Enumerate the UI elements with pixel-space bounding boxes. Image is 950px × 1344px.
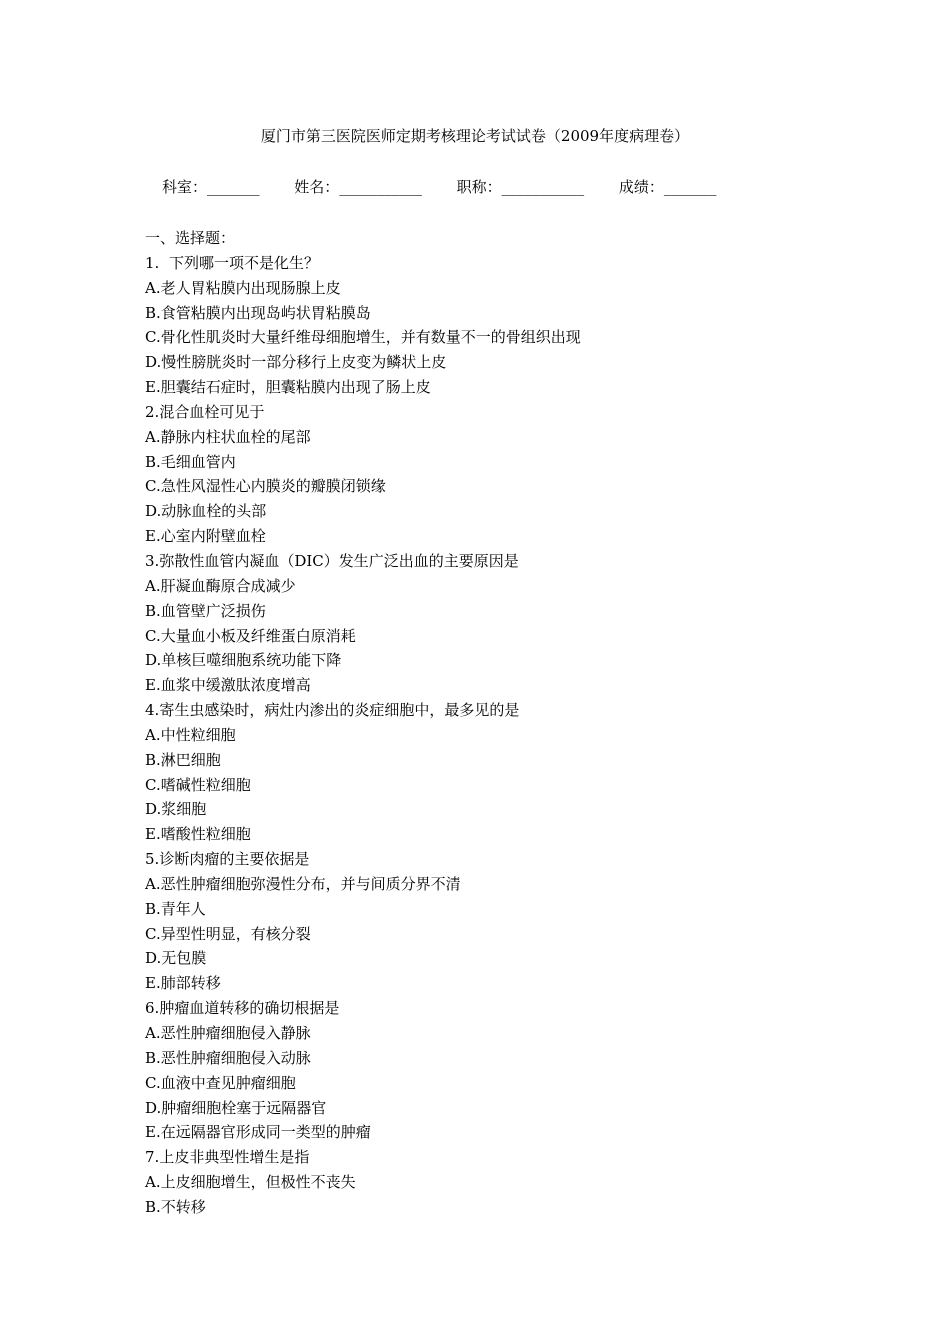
option: C.急性风湿性心内膜炎的瓣膜闭锁缘 — [145, 477, 386, 496]
option: B.淋巴细胞 — [145, 750, 221, 769]
option: A.上皮细胞增生，但极性不丧失 — [145, 1173, 356, 1192]
question-stem — [145, 847, 825, 872]
question-number: 5. — [145, 850, 160, 869]
question-stem — [145, 698, 825, 723]
option: B.血管壁广泛损伤 — [145, 601, 266, 620]
option: E.胆囊结石症时，胆囊粘膜内出现了肠上皮 — [145, 378, 431, 397]
option: A.恶性肿瘤细胞侵入静脉 — [145, 1024, 311, 1042]
option: E.在远隔器官形成同一类型的肿瘤 — [145, 1123, 371, 1142]
question-stem — [145, 400, 825, 425]
option: B.不转移 — [145, 1197, 206, 1216]
question-stem — [145, 1145, 825, 1170]
option: E.肺部转移 — [145, 974, 221, 993]
option: D.慢性膀胱炎时一部分移行上皮变为鳞状上皮 — [145, 353, 447, 372]
option: E.心室内附壁血栓 — [145, 527, 266, 546]
field-title — [457, 177, 585, 197]
option: A.老人胃粘膜内出现肠腺上皮 — [145, 278, 341, 297]
option: D.动脉血栓的头部 — [145, 502, 267, 521]
question-text: 混合血栓可见于 — [159, 402, 265, 421]
option: C.嗜碱性粒细胞 — [145, 775, 251, 794]
field-blank: _______ — [207, 178, 260, 196]
field-blank: _______ — [663, 178, 717, 196]
question-stem — [145, 549, 825, 574]
option: C.骨化性肌炎时大量纤维母细胞增生，并有数量不一的骨组织出现 — [145, 328, 581, 347]
option: C.血液中查见肿瘤细胞 — [145, 1073, 296, 1092]
section-heading: 一、选择题： — [145, 229, 236, 247]
question-text: 下列哪一项不是化生？ — [169, 253, 320, 272]
question-stem — [145, 996, 825, 1021]
option: E.嗜酸性粒细胞 — [145, 825, 251, 844]
field-label: 成绩： — [618, 178, 664, 196]
field-label: 姓名： — [294, 178, 340, 196]
option: D.单核巨噬细胞系统功能下降 — [145, 651, 342, 670]
option: D.肿瘤细胞栓塞于远隔器官 — [145, 1098, 327, 1117]
option: B.毛细血管内 — [145, 452, 236, 471]
option: A.恶性肿瘤细胞弥漫性分布，并与间质分界不清 — [145, 874, 461, 893]
option: B.食管粘膜内出现岛屿状胃粘膜岛 — [145, 303, 371, 322]
header-fields — [162, 177, 782, 197]
field-name — [294, 177, 422, 197]
field-label: 职称： — [456, 178, 502, 196]
question-stem — [145, 251, 825, 276]
question-number: 2. — [145, 402, 160, 421]
option: A.中性粒细胞 — [145, 725, 236, 744]
question-number: 4. — [145, 701, 160, 720]
question-text: 寄生虫感染时，病灶内渗出的炎症细胞中，最多见的是 — [159, 701, 520, 720]
option: C.大量血小板及纤维蛋白原消耗 — [145, 626, 356, 645]
option: D.无包膜 — [145, 949, 207, 968]
option: A.肝凝血酶原合成减少 — [145, 576, 296, 595]
question-text: 弥散性血管内凝血（DIC）发生广泛出血的主要原因是 — [159, 551, 519, 570]
page-title: 厦门市第三医院医师定期考核理论考试试卷（2009年度病理卷） — [260, 127, 690, 145]
field-department — [162, 177, 260, 197]
field-blank: ___________ — [339, 178, 422, 196]
question-text: 上皮非典型性增生是指 — [159, 1148, 310, 1167]
field-label: 科室： — [162, 178, 208, 196]
question-number: 6. — [145, 999, 160, 1018]
field-blank: ___________ — [501, 178, 585, 196]
question-number: 1. — [145, 253, 160, 272]
field-score — [619, 177, 717, 197]
question-number: 3. — [145, 551, 160, 570]
question-text: 诊断肉瘤的主要依据是 — [159, 850, 310, 869]
option: A.静脉内柱状血栓的尾部 — [145, 427, 311, 446]
option: B.青年人 — [145, 899, 206, 918]
question-number: 7. — [145, 1148, 160, 1167]
question-section — [145, 226, 825, 1220]
option: D.浆细胞 — [145, 800, 207, 819]
option: E.血浆中缓激肽浓度增高 — [145, 676, 311, 695]
option: B.恶性肿瘤细胞侵入动脉 — [145, 1048, 311, 1067]
option: C.异型性明显，有核分裂 — [145, 924, 311, 943]
question-text: 肿瘤血道转移的确切根据是 — [159, 999, 340, 1018]
